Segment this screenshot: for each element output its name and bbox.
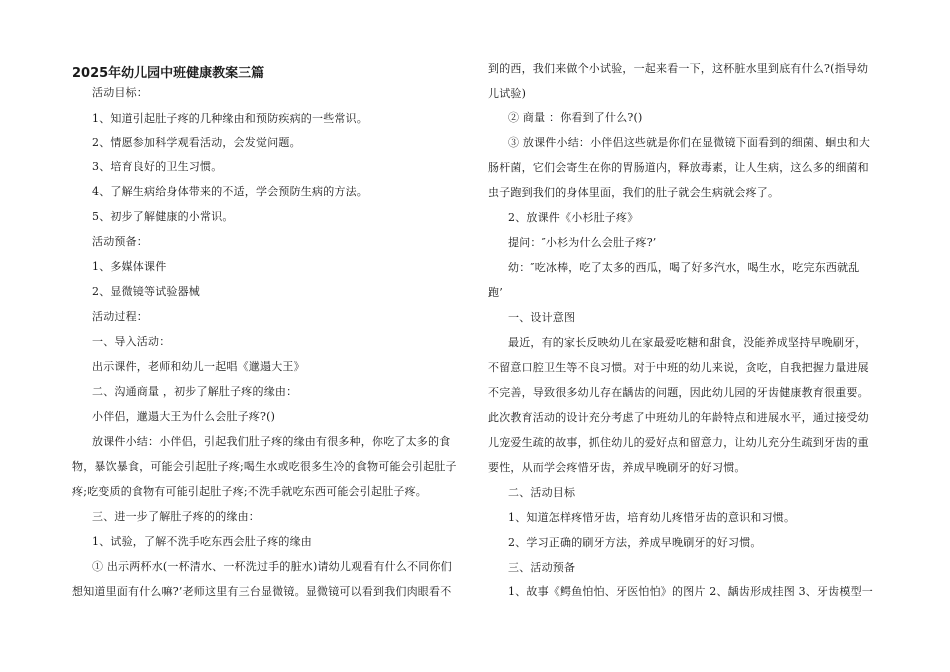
document-title: 2025年幼儿园中班健康教案三篇 [72, 66, 265, 81]
right-paragraph-line: 儿试验) [488, 87, 527, 100]
left-paragraph-line: 1、试验，了解不洗手吃东西会肚子疼的缘由 [92, 535, 312, 548]
right-paragraph-line: ③ 放课件小结：小伴侣这些就是你们在显微镜下面看到的细菌、蛔虫和大 [508, 136, 871, 149]
left-paragraph-line: 1、多媒体课件 [92, 260, 167, 273]
left-paragraph-line: 疼;吃变质的食物有可能引起肚子疼;不洗手就吃东西可能会引起肚子疼。 [72, 485, 428, 498]
right-paragraph-line: 不留意口腔卫生等不良习惯。对于中班的幼儿来说，贪吃，自我把握力量进展 [488, 361, 869, 374]
right-paragraph-line: 最近，有的家长反映幼儿在家最爱吃糖和甜食，没能养成坚持早晚刷牙， [508, 336, 867, 349]
right-paragraph-line: 跑’ [488, 286, 503, 299]
right-paragraph-line: 到的西，我们来做个小试验，一起来看一下，这杯脏水里到底有什么?(指导幼 [488, 62, 869, 75]
left-paragraph-line: 想知道里面有什么嘛?’老师这里有三台显微镜。显微镜可以看到我们肉眼看不 [72, 585, 452, 598]
right-paragraph-line: 二、活动目标 [508, 486, 576, 499]
right-paragraph-line: 肠杆菌，它们会寄生在你的胃肠道内，释放毒素，让人生病，这么多的细菌和 [488, 161, 869, 174]
right-paragraph-line: 儿宠爱生疏的故事，抓住幼儿的爱好点和留意力，让幼儿充分生疏到牙齿的重 [488, 436, 869, 449]
left-paragraph-line: 三、进一步了解肚子疼的的缘由： [92, 510, 260, 523]
right-paragraph-line: 虫子跑到我们的身体里面，我们的肚子就会生病就会疼了。 [488, 186, 780, 199]
left-paragraph-line: 二、沟通商量 ，初步了解肚子疼的缘由： [92, 385, 298, 398]
right-paragraph-line: 三、活动预备 [508, 561, 576, 574]
right-paragraph-line: 1、知道怎样疼惜牙齿，培育幼儿疼惜牙齿的意识和习惯。 [508, 511, 796, 524]
left-paragraph-line: 5、初步了解健康的小常识。 [92, 210, 234, 223]
left-paragraph-line: 4、了解生病给身体带来的不适，学会预防生病的方法。 [92, 185, 368, 198]
right-paragraph-line: 2、放课件《小杉肚子疼》 [508, 211, 639, 224]
left-paragraph-line: 2、显微镜等试验器械 [92, 285, 200, 298]
right-paragraph-line: 幼：″吃冰棒，吃了太多的西瓜，喝了好多汽水，喝生水，吃完东西就乱 [508, 261, 860, 274]
left-paragraph-line: 2、情愿参加科学观看活动，会发觉问题。 [92, 136, 301, 149]
left-paragraph-line: 物，暴饮暴食，可能会引起肚子疼;喝生水或吃很多生冷的食物可能会引起肚子 [72, 460, 457, 473]
left-paragraph-line: 活动目标： [92, 86, 148, 99]
right-paragraph-line: ② 商量 ：你看到了什么?() [508, 111, 643, 124]
right-paragraph-line: 提问：″小杉为什么会肚子疼?’ [508, 236, 657, 249]
left-paragraph-line: ① 出示两杯水(一杯清水、一杯洗过手的脏水)请幼儿观看有什么不同你们 [92, 560, 452, 573]
right-paragraph-line: 此次教育活动的设计充分考虑了中班幼儿的年龄特点和进展水平，通过接受幼 [488, 411, 869, 424]
left-paragraph-line: 1、知道引起肚子疼的几种缘由和预防疾病的一些常识。 [92, 112, 368, 125]
left-paragraph-line: 放课件小结：小伴侣，引起我们肚子疼的缘由有很多种，你吃了太多的食 [92, 435, 451, 448]
right-paragraph-line: 不完善，导致很多幼儿存在龋齿的问题，因此幼儿园的牙齿健康教育很重要。 [488, 386, 869, 399]
right-paragraph-line: 一、设计意图 [508, 311, 576, 324]
left-paragraph-line: 活动预备： [92, 235, 148, 248]
right-paragraph-line: 1、故事《鳄鱼怕怕、牙医怕怕》的图片 2、龋齿形成挂图 3、牙齿模型一 [508, 585, 873, 598]
right-paragraph-line: 要性，从而学会疼惜牙齿，养成早晚刷牙的好习惯。 [488, 461, 746, 474]
left-paragraph-line: 一、导入活动： [92, 335, 171, 348]
left-paragraph-line: 活动过程： [92, 310, 148, 323]
left-paragraph-line: 3、培育良好的卫生习惯。 [92, 160, 223, 173]
left-paragraph-line: 出示课件，老师和幼儿一起唱《邋遢大王》 [92, 360, 305, 373]
right-paragraph-line: 2、学习正确的刷牙方法，养成早晚刷牙的好习惯。 [508, 536, 762, 549]
left-paragraph-line: 小伴侣，邋遢大王为什么会肚子疼?() [92, 410, 276, 423]
